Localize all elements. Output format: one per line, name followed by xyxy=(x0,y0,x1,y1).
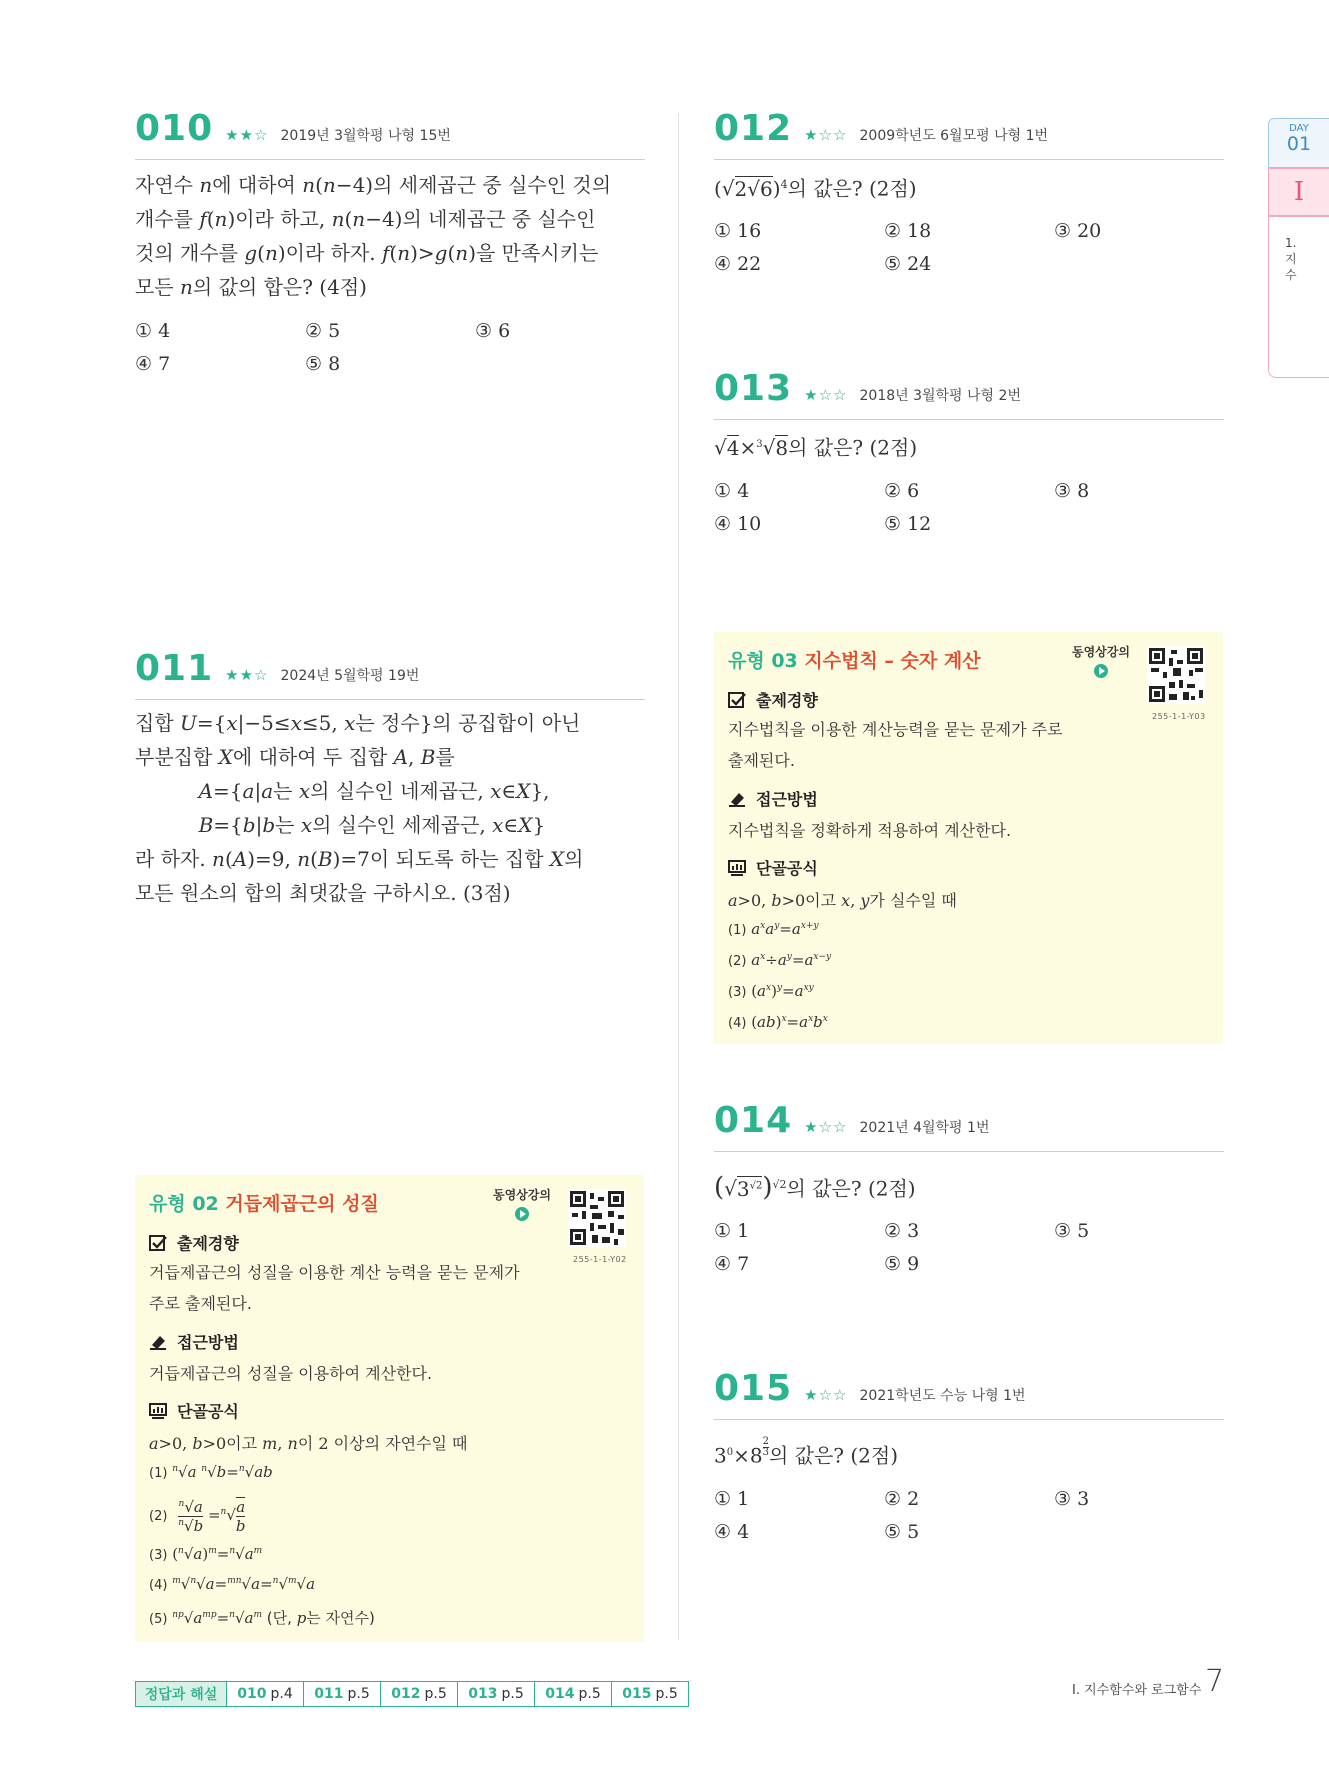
play-icon xyxy=(515,1207,529,1221)
formula-condition: a>0, b>0이고 m, n이 2 이상의 자연수일 때 xyxy=(149,1434,468,1453)
choice[interactable]: ② 2 xyxy=(884,1488,920,1510)
qr-code-label: 255-1-1-Y02 xyxy=(573,1255,627,1264)
day-label: DAY xyxy=(1289,123,1309,134)
problem-014-text: $(√3^{√2})^{√2}$의 값은? (2점) xyxy=(714,1172,916,1203)
chapter-tab[interactable]: I xyxy=(1268,168,1329,216)
problem-source: 2019년 3월학평 나형 15번 xyxy=(280,128,451,144)
approach-text: 거듭제곱근의 성질을 이용하여 계산한다. xyxy=(149,1364,433,1383)
approach-section-title: 접근방법 xyxy=(728,787,818,810)
problem-source: 2024년 5월학평 19번 xyxy=(280,668,420,684)
choice[interactable]: ① 16 xyxy=(714,220,762,242)
answer-reference-bar xyxy=(135,1681,689,1707)
trend-section-title: 출제경향 xyxy=(149,1231,239,1254)
play-icon xyxy=(1094,664,1108,678)
answer-label: 정답과 해설 xyxy=(136,1682,226,1706)
header-rule xyxy=(714,419,1224,420)
eraser-icon xyxy=(149,1334,167,1350)
difficulty-stars: ★★☆ xyxy=(225,666,269,684)
choice[interactable]: ② 18 xyxy=(884,220,932,242)
concept-box-type-03 xyxy=(714,632,1223,1044)
monitor-icon xyxy=(728,860,746,876)
answer-ref-010[interactable]: 010 p.4 xyxy=(226,1682,303,1706)
choice[interactable]: ④ 10 xyxy=(714,513,762,535)
problem-number: 011 xyxy=(135,648,214,689)
day-number: 01 xyxy=(1286,133,1312,155)
problem-number: 015 xyxy=(714,1368,793,1409)
choice[interactable]: ② 6 xyxy=(884,480,920,502)
answer-ref-012[interactable]: 012 p.5 xyxy=(380,1682,457,1706)
choice[interactable]: ③ 8 xyxy=(1054,480,1090,502)
choice[interactable]: ⑤ 8 xyxy=(305,353,341,375)
video-lecture-link[interactable] xyxy=(493,1186,551,1221)
problem-number: 010 xyxy=(135,108,214,149)
problem-015-text: $3^0\times 8$ $^{\frac{2}{3}}$ 의 값은? (2점) xyxy=(714,1435,899,1468)
problem-source: 2021학년도 수능 나형 1번 xyxy=(859,1388,1026,1404)
problem-015-choices xyxy=(714,1488,1224,1543)
problem-010-header xyxy=(135,108,451,149)
chapter-footer: Ⅰ. 지수함수와 로그함수 xyxy=(1072,1683,1202,1698)
header-rule xyxy=(714,1151,1224,1152)
problem-010-text: 자연수 n에 대하여 n(n−4)의 세제곱근 중 실수인 것의 개수를 f(n)이라 하고, n(n−4)의 네제곱근 중 실수인 것의 개수를 g(n)이라 하자. f(n)>g(n)을 만족시키는 모든 n의 값의 합은? (4점) xyxy=(135,173,612,299)
problem-012-text: $(√2√6)^4$의 값은? (2점) xyxy=(714,176,917,201)
trend-section-title: 출제경향 xyxy=(728,688,818,711)
formula-3: (3) $(a^x)^y=a^{xy}$ xyxy=(728,982,814,1000)
trend-text: 지수법칙을 이용한 계산능력을 묻는 문제가 주로 출제된다. xyxy=(728,720,1063,770)
answer-ref-013[interactable]: 013 p.5 xyxy=(457,1682,534,1706)
answer-ref-015[interactable]: 015 p.5 xyxy=(611,1682,688,1706)
problem-number: 014 xyxy=(714,1100,793,1141)
choice[interactable]: ④ 4 xyxy=(714,1521,750,1543)
choice[interactable]: ⑤ 12 xyxy=(884,513,932,535)
formula-4: (4) $^m$√$^n$√a=$^{mn}$√a=$^n$√$^m$√a xyxy=(149,1575,316,1593)
choice[interactable]: ① 4 xyxy=(135,320,171,342)
formula-3: (3) $(^n√a)^m=^n√a^m$ xyxy=(149,1545,263,1563)
problem-013-choices xyxy=(714,480,1224,535)
difficulty-stars: ★★☆ xyxy=(225,126,269,144)
section-tab[interactable] xyxy=(1268,216,1329,378)
choice[interactable]: ④ 22 xyxy=(714,253,762,275)
choice[interactable]: ⑤ 24 xyxy=(884,253,932,275)
problem-014-header xyxy=(714,1100,989,1141)
problem-010-choices xyxy=(135,320,645,375)
video-lecture-link[interactable] xyxy=(1072,643,1130,678)
problem-013-header xyxy=(714,368,1021,409)
formula-condition: a>0, b>0이고 x, y가 실수일 때 xyxy=(728,891,957,910)
video-label: 동영상강의 xyxy=(1072,645,1130,659)
page-number: 7 xyxy=(1205,1664,1225,1699)
header-rule xyxy=(714,1419,1224,1420)
choice[interactable]: ④ 7 xyxy=(714,1253,750,1275)
choice[interactable]: ⑤ 9 xyxy=(884,1253,920,1275)
formula-section-title: 단골공식 xyxy=(728,856,818,879)
concept-box-type-02 xyxy=(135,1175,644,1642)
approach-section-title: 접근방법 xyxy=(149,1330,239,1353)
difficulty-stars: ★☆☆ xyxy=(804,126,848,144)
problem-source: 2018년 3월학평 나형 2번 xyxy=(859,388,1021,404)
concept-title: 유형 02 거듭제곱근의 성질 xyxy=(149,1193,379,1215)
formula-4: (4) $(ab)^x=a^xb^x$ xyxy=(728,1013,828,1031)
problem-011-header xyxy=(135,648,419,689)
problem-011-text: 집합 U={x|−5≤x≤5, x는 정수}의 공집합이 아닌 부분집합 X에 대하여 두 집합 A, B를 A={a|a는 x의 실수인 네제곱근, x∈X}, B={b|b는 x의 실수인 세제곱근, x∈X} 라 하자. n(A)=9, n(B)=7이 되도록 하는 집합 X의 모든 원소의 합의 최댓값을 구하시오. (3점) xyxy=(135,711,584,905)
checkbox-icon xyxy=(149,1235,167,1251)
qr-code-icon[interactable] xyxy=(568,1189,626,1247)
eraser-icon xyxy=(728,791,746,807)
approach-text: 지수법칙을 정확하게 적용하여 계산한다. xyxy=(728,821,1012,840)
choice[interactable]: ① 1 xyxy=(714,1220,750,1242)
difficulty-stars: ★☆☆ xyxy=(804,1386,848,1404)
qr-code-icon[interactable] xyxy=(1147,646,1205,704)
formula-5: (5) $^{np}√a^{mp}=^n√a^m$ (단, p는 자연수) xyxy=(149,1609,375,1627)
problem-source: 2021년 4월학평 1번 xyxy=(859,1120,990,1136)
day-tab[interactable] xyxy=(1268,118,1329,168)
difficulty-stars: ★☆☆ xyxy=(804,1118,848,1136)
choice[interactable]: ① 4 xyxy=(714,480,750,502)
concept-title: 유형 03 지수법칙 – 숫자 계산 xyxy=(728,650,981,672)
choice[interactable]: ③ 6 xyxy=(475,320,511,342)
problem-source: 2009학년도 6월모평 나형 1번 xyxy=(859,128,1049,144)
problem-012-choices xyxy=(714,220,1224,275)
choice[interactable]: ③ 20 xyxy=(1054,220,1102,242)
video-label: 동영상강의 xyxy=(493,1188,551,1202)
section-tab-label: 1. 지수 xyxy=(1285,236,1297,282)
header-rule xyxy=(135,699,645,700)
problem-012-header xyxy=(714,108,1048,149)
answer-ref-011[interactable]: 011 p.5 xyxy=(303,1682,380,1706)
choice[interactable]: ① 1 xyxy=(714,1488,750,1510)
column-divider xyxy=(678,113,679,1640)
choice[interactable]: ⑤ 5 xyxy=(884,1521,920,1543)
formula-1: (1) $^n$√a $^n$√b=$^n$√ab xyxy=(149,1463,273,1481)
choice[interactable]: ③ 5 xyxy=(1054,1220,1090,1242)
formula-2: (2) $\frac{^n√a}{^n√b}$ =$^n$√ $\frac{a}{b}$ xyxy=(149,1497,246,1535)
monitor-icon xyxy=(149,1403,167,1419)
problem-number: 012 xyxy=(714,108,793,149)
formula-2: (2) $a^x\div a^y=a^{x-y}$ xyxy=(728,951,832,969)
choice[interactable]: ③ 3 xyxy=(1054,1488,1090,1510)
problem-013-text: √4×$^3$√8의 값은? (2점) xyxy=(714,435,918,460)
checkbox-icon xyxy=(728,692,746,708)
formula-section-title: 단골공식 xyxy=(149,1399,239,1422)
answer-ref-014[interactable]: 014 p.5 xyxy=(534,1682,611,1706)
problem-014-choices xyxy=(714,1220,1224,1275)
formula-1: (1) $a^xa^y=a^{x+y}$ xyxy=(728,920,819,938)
trend-text: 거듭제곱근의 성질을 이용한 계산 능력을 묻는 문제가 주로 출제된다. xyxy=(149,1263,520,1313)
choice[interactable]: ② 3 xyxy=(884,1220,920,1242)
header-rule xyxy=(135,159,645,160)
problem-015-header xyxy=(714,1368,1026,1409)
choice[interactable]: ② 5 xyxy=(305,320,341,342)
header-rule xyxy=(714,159,1224,160)
choice[interactable]: ④ 7 xyxy=(135,353,171,375)
problem-number: 013 xyxy=(714,368,793,409)
qr-code-label: 255-1-1-Y03 xyxy=(1152,712,1206,721)
difficulty-stars: ★☆☆ xyxy=(804,386,848,404)
